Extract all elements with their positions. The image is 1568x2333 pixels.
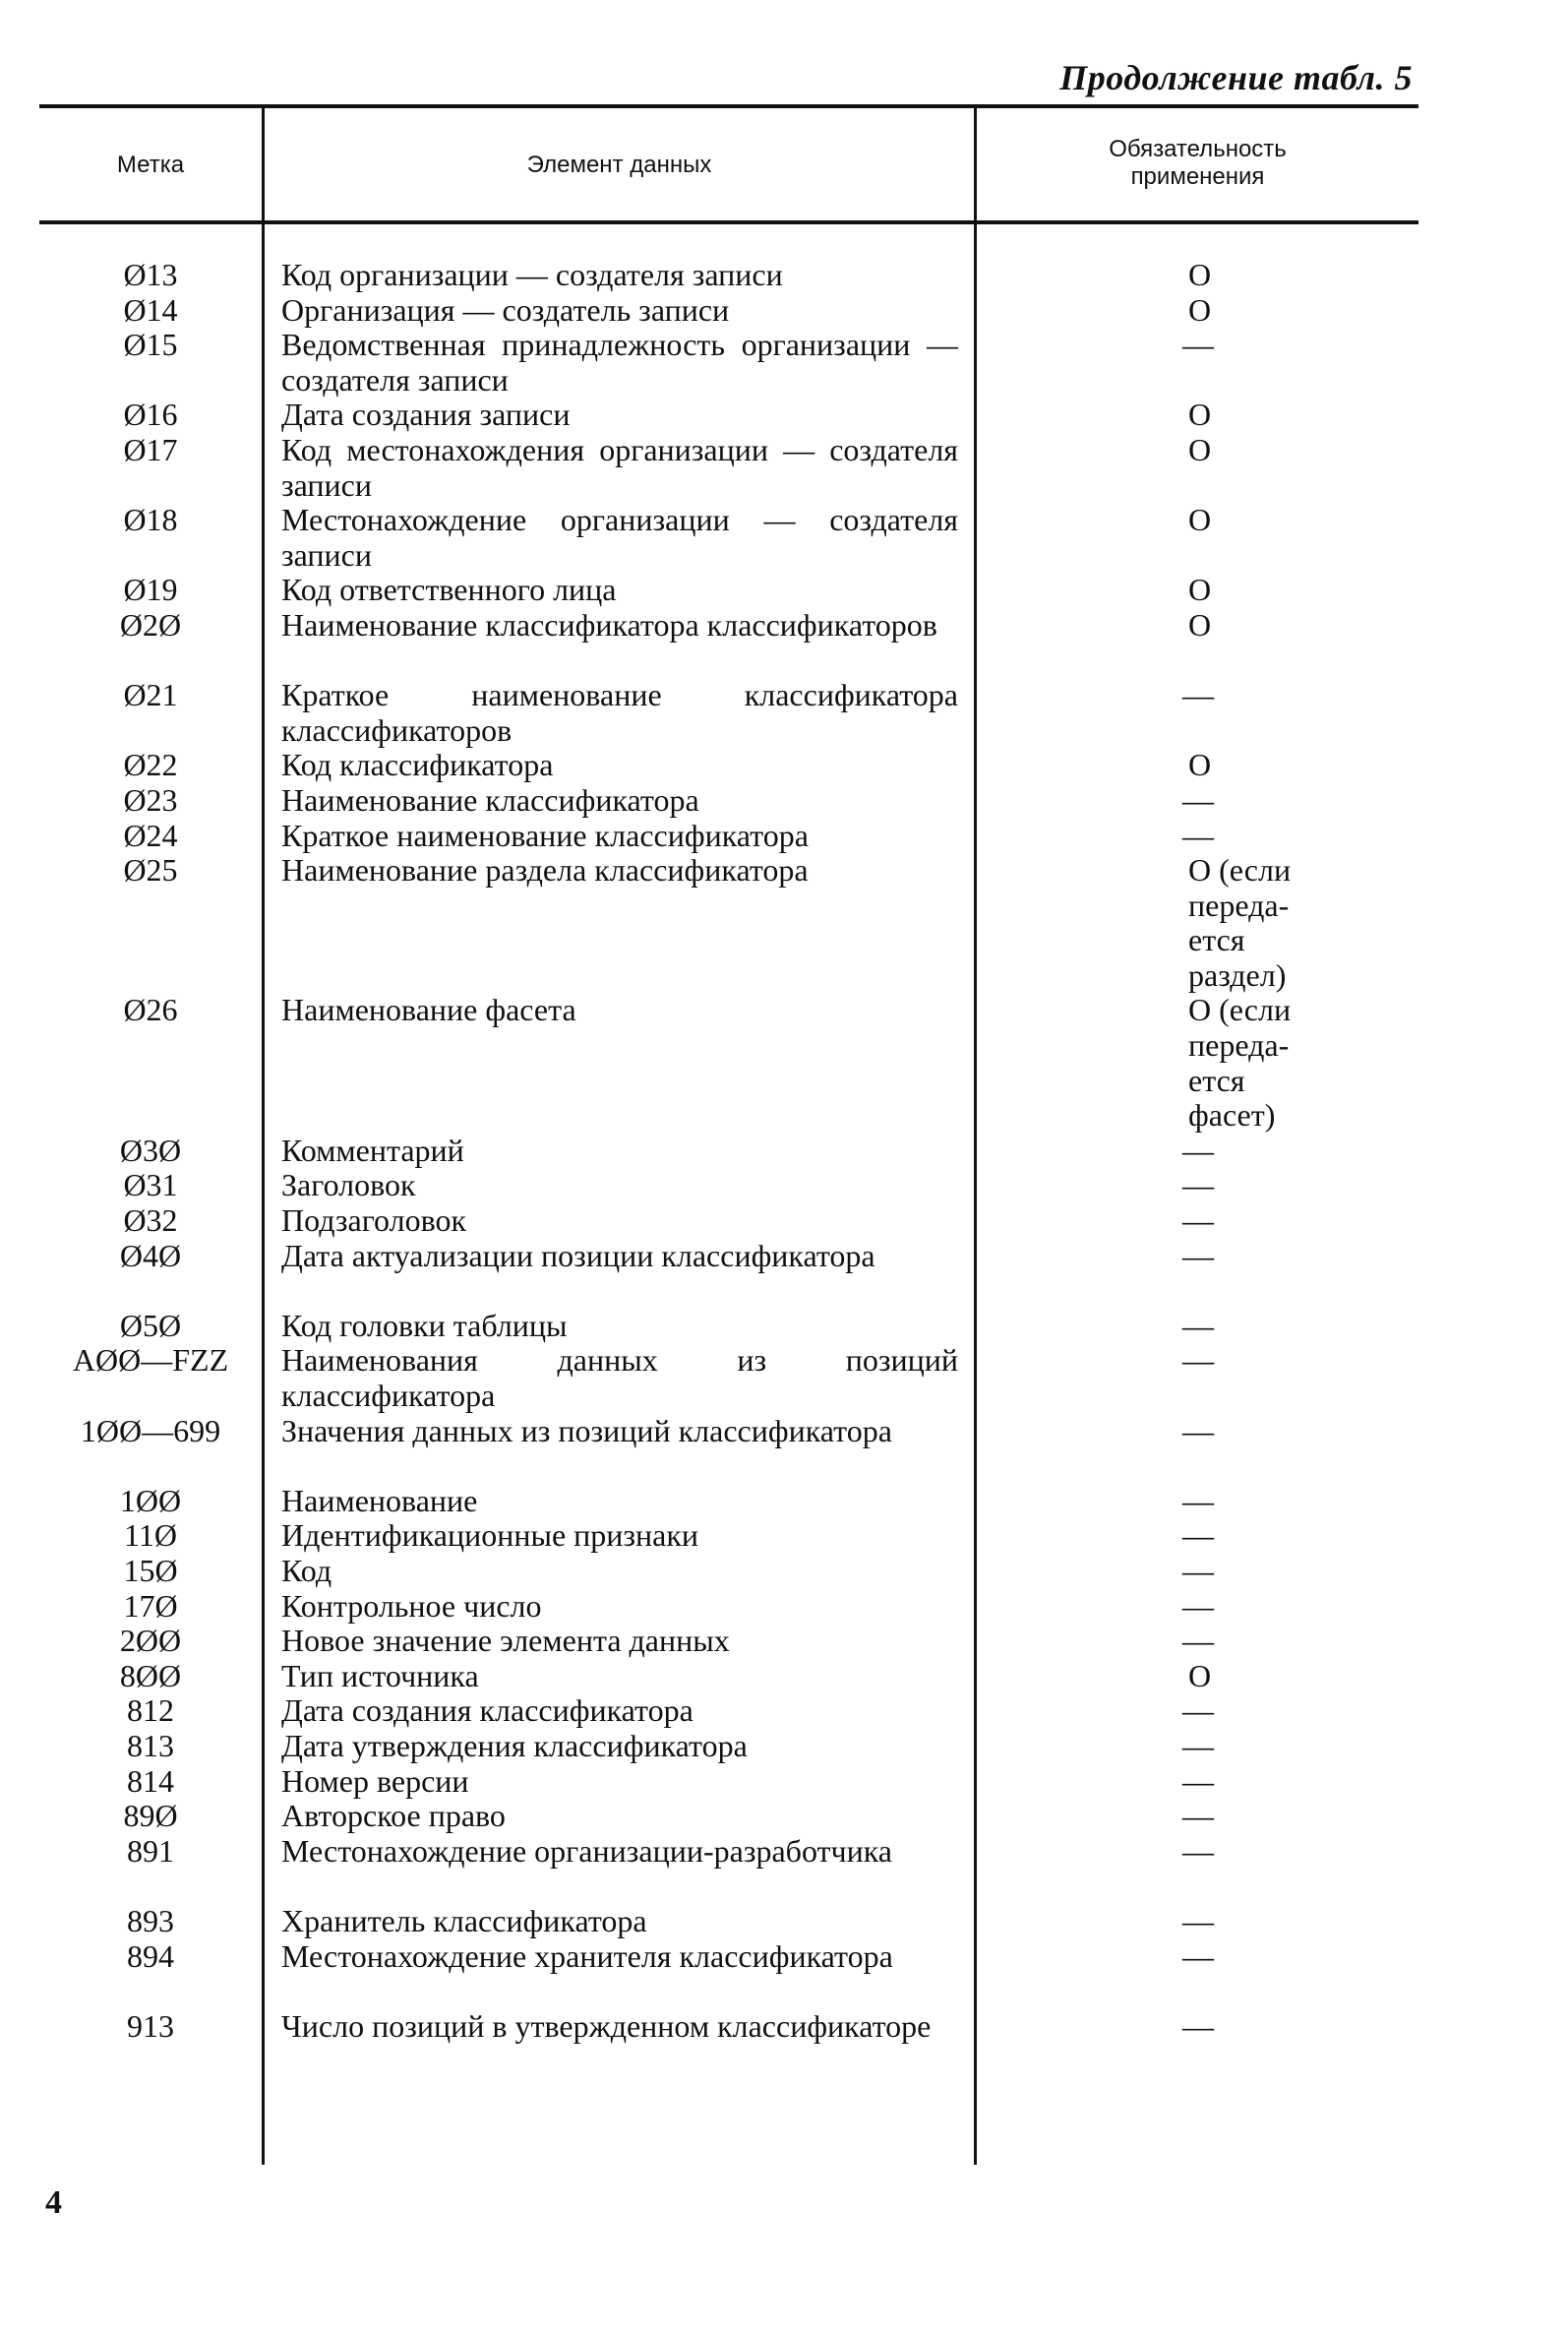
- row-element: Наименование: [281, 1482, 478, 1518]
- row-element: Подзаголовок: [281, 1202, 467, 1239]
- row-code: Ø24: [123, 817, 178, 853]
- table-row: [39, 1134, 1418, 1169]
- row-element: Наименование классификатора классификаторов: [281, 606, 937, 643]
- row-mandatory: —: [1182, 1342, 1214, 1379]
- row-code: Ø16: [123, 397, 178, 433]
- row-code: AØØ—FZZ: [72, 1342, 229, 1379]
- table-row: [39, 433, 1418, 503]
- table-row: [39, 2009, 1418, 2079]
- table-row: [39, 503, 1418, 573]
- row-mandatory: О: [1188, 572, 1212, 608]
- table-row: [39, 1939, 1418, 2009]
- row-mandatory: —: [1182, 1237, 1214, 1273]
- row-code: Ø13: [123, 257, 178, 292]
- table-row: [39, 1693, 1418, 1729]
- table-row: [39, 993, 1418, 1133]
- row-code: 813: [127, 1727, 174, 1763]
- row-mandatory: О: [1188, 257, 1212, 292]
- row-element: Местонахождение организации-разработчика: [281, 1832, 892, 1869]
- row-code: 1ØØ—699: [80, 1412, 221, 1448]
- row-code: Ø19: [123, 572, 178, 608]
- table-body: [39, 258, 1418, 2079]
- row-code: Ø5Ø: [119, 1307, 182, 1343]
- page-header: Продолжение табл. 5: [1059, 58, 1413, 97]
- row-mandatory: —: [1182, 1202, 1214, 1239]
- column-header-mandatory: [977, 136, 1418, 191]
- row-code: Ø32: [123, 1202, 178, 1239]
- row-mandatory: —: [1182, 1937, 1214, 1974]
- row-element: Местонахождение организации — создателя записи: [281, 502, 958, 573]
- row-code: 893: [127, 1902, 174, 1938]
- row-element: Краткое наименование классификатора: [281, 817, 809, 853]
- table-row: [39, 1764, 1418, 1800]
- table-row: [39, 1518, 1418, 1554]
- row-element: Дата актуализации позиции классификатора: [281, 1237, 875, 1273]
- row-mandatory: —: [1182, 1482, 1214, 1518]
- row-element: Наименование раздела классификатора: [281, 852, 809, 889]
- row-mandatory: О (если переда- ется раздел): [1188, 852, 1292, 993]
- row-element: Дата создания классификатора: [281, 1692, 694, 1729]
- row-mandatory: —: [1182, 781, 1214, 818]
- row-element: Код организации — создателя записи: [281, 257, 783, 292]
- row-mandatory: О: [1188, 502, 1212, 538]
- row-code: 11Ø: [124, 1517, 177, 1554]
- row-mandatory: О: [1188, 397, 1212, 433]
- row-element: Новое значение элемента данных: [281, 1623, 730, 1659]
- row-mandatory: —: [1182, 1623, 1214, 1659]
- row-code: 1ØØ: [119, 1482, 182, 1518]
- row-code: Ø23: [123, 781, 178, 818]
- row-code: Ø25: [123, 852, 178, 889]
- row-element: Код: [281, 1553, 332, 1588]
- row-mandatory: —: [1182, 1587, 1214, 1624]
- table-row: [39, 1659, 1418, 1694]
- table-row: [39, 573, 1418, 608]
- row-code: 89Ø: [123, 1798, 178, 1834]
- row-mandatory: —: [1182, 327, 1214, 363]
- row-mandatory: О: [1188, 1657, 1212, 1693]
- table-row: [39, 783, 1418, 819]
- row-code: Ø22: [123, 747, 178, 783]
- row-mandatory: О (если переда- ется фасет): [1188, 992, 1292, 1134]
- row-code: 8ØØ: [119, 1657, 182, 1693]
- row-code: Ø4Ø: [119, 1237, 182, 1273]
- row-element: Код местонахождения организации — создателя записи: [281, 431, 958, 503]
- table-row: [39, 608, 1418, 678]
- row-code: Ø26: [123, 992, 178, 1028]
- table-row: [39, 678, 1418, 748]
- row-mandatory: —: [1182, 1132, 1214, 1168]
- row-element: Дата создания записи: [281, 397, 571, 433]
- row-mandatory: О: [1188, 431, 1212, 467]
- row-code: 17Ø: [123, 1587, 178, 1624]
- table-row: [39, 1834, 1418, 1904]
- table-row: [39, 1203, 1418, 1239]
- table-row: [39, 1484, 1418, 1519]
- table-row: [39, 1239, 1418, 1309]
- table-row: [39, 328, 1418, 398]
- column-header-mandatory-line2: применения: [1130, 163, 1265, 190]
- row-code: Ø14: [123, 291, 178, 328]
- row-code: 891: [127, 1832, 174, 1869]
- row-code: Ø15: [123, 327, 178, 363]
- row-mandatory: —: [1182, 1692, 1214, 1729]
- column-header-code: Метка: [116, 152, 185, 178]
- row-element: Организация — создатель записи: [281, 291, 730, 328]
- row-mandatory: —: [1182, 1798, 1214, 1834]
- row-code: Ø3Ø: [119, 1132, 182, 1168]
- row-element: Комментарий: [281, 1132, 464, 1168]
- table-header-rule: [39, 220, 1418, 224]
- row-element: Контрольное число: [281, 1587, 542, 1624]
- row-mandatory: О: [1188, 606, 1212, 643]
- table-row: [39, 1168, 1418, 1203]
- row-code: Ø18: [123, 502, 178, 538]
- row-mandatory: —: [1182, 817, 1214, 853]
- row-element: Краткое наименование классификатора классификаторов: [281, 677, 958, 748]
- row-element: Идентификационные признаки: [281, 1517, 699, 1554]
- row-element: Местонахождение хранителя классификатора: [281, 1937, 893, 1974]
- row-element: Авторское право: [281, 1798, 506, 1834]
- row-code: 2ØØ: [119, 1623, 182, 1659]
- page-number: 4: [45, 2184, 62, 2221]
- table-row: [39, 1309, 1418, 1344]
- row-element: Наименование фасета: [281, 992, 576, 1028]
- row-code: 814: [127, 1762, 174, 1799]
- row-mandatory: —: [1182, 1902, 1214, 1938]
- row-code: Ø2Ø: [119, 606, 182, 643]
- row-element: Код классификатора: [281, 747, 554, 783]
- row-mandatory: —: [1182, 1832, 1214, 1869]
- table-row: [39, 1799, 1418, 1834]
- row-code: 913: [127, 2007, 174, 2044]
- row-mandatory: —: [1182, 1553, 1214, 1588]
- table-row: [39, 1414, 1418, 1484]
- table-row: [39, 398, 1418, 433]
- row-code: 15Ø: [123, 1553, 178, 1588]
- row-mandatory: —: [1182, 1762, 1214, 1799]
- row-mandatory: —: [1182, 2007, 1214, 2044]
- row-code: 812: [127, 1692, 174, 1729]
- row-code: 894: [127, 1937, 174, 1974]
- table-row: [39, 293, 1418, 329]
- row-element: Код головки таблицы: [281, 1307, 568, 1343]
- table-row: [39, 258, 1418, 293]
- table-row: [39, 819, 1418, 854]
- table-row: [39, 748, 1418, 783]
- row-element: Хранитель классификатора: [281, 1902, 647, 1938]
- row-element: Код ответственного лица: [281, 572, 617, 608]
- row-mandatory: —: [1182, 677, 1214, 713]
- row-mandatory: —: [1182, 1167, 1214, 1203]
- table-row: [39, 1343, 1418, 1413]
- row-element: Номер версии: [281, 1762, 469, 1799]
- row-element: Дата утверждения классификатора: [281, 1727, 748, 1763]
- row-code: Ø31: [123, 1167, 178, 1203]
- column-header-mandatory-line1: Обязательность: [1109, 136, 1287, 162]
- row-code: Ø21: [123, 677, 178, 713]
- row-mandatory: —: [1182, 1727, 1214, 1763]
- row-code: Ø17: [123, 431, 178, 467]
- table-top-rule: [39, 104, 1418, 108]
- column-header-element: Элемент данных: [526, 152, 712, 178]
- row-element: Тип источника: [281, 1657, 479, 1693]
- row-element: Наименование классификатора: [281, 781, 699, 818]
- row-element: Наименования данных из позиций классификатора: [281, 1342, 958, 1414]
- table-row: [39, 1554, 1418, 1589]
- row-mandatory: —: [1182, 1307, 1214, 1343]
- table-row: [39, 853, 1418, 993]
- row-element: Число позиций в утвержденном классификаторе: [281, 2007, 932, 2044]
- table-row: [39, 1904, 1418, 1939]
- row-mandatory: —: [1182, 1412, 1214, 1448]
- row-element: Значения данных из позиций классификатора: [281, 1412, 892, 1448]
- table-row: [39, 1624, 1418, 1659]
- row-element: Заголовок: [281, 1167, 416, 1203]
- table-row: [39, 1589, 1418, 1625]
- row-element: Ведомственная принадлежность организации — создателя записи: [281, 327, 958, 398]
- table-row: [39, 1729, 1418, 1764]
- row-mandatory: О: [1188, 291, 1212, 328]
- row-mandatory: —: [1182, 1517, 1214, 1554]
- row-mandatory: О: [1188, 747, 1212, 783]
